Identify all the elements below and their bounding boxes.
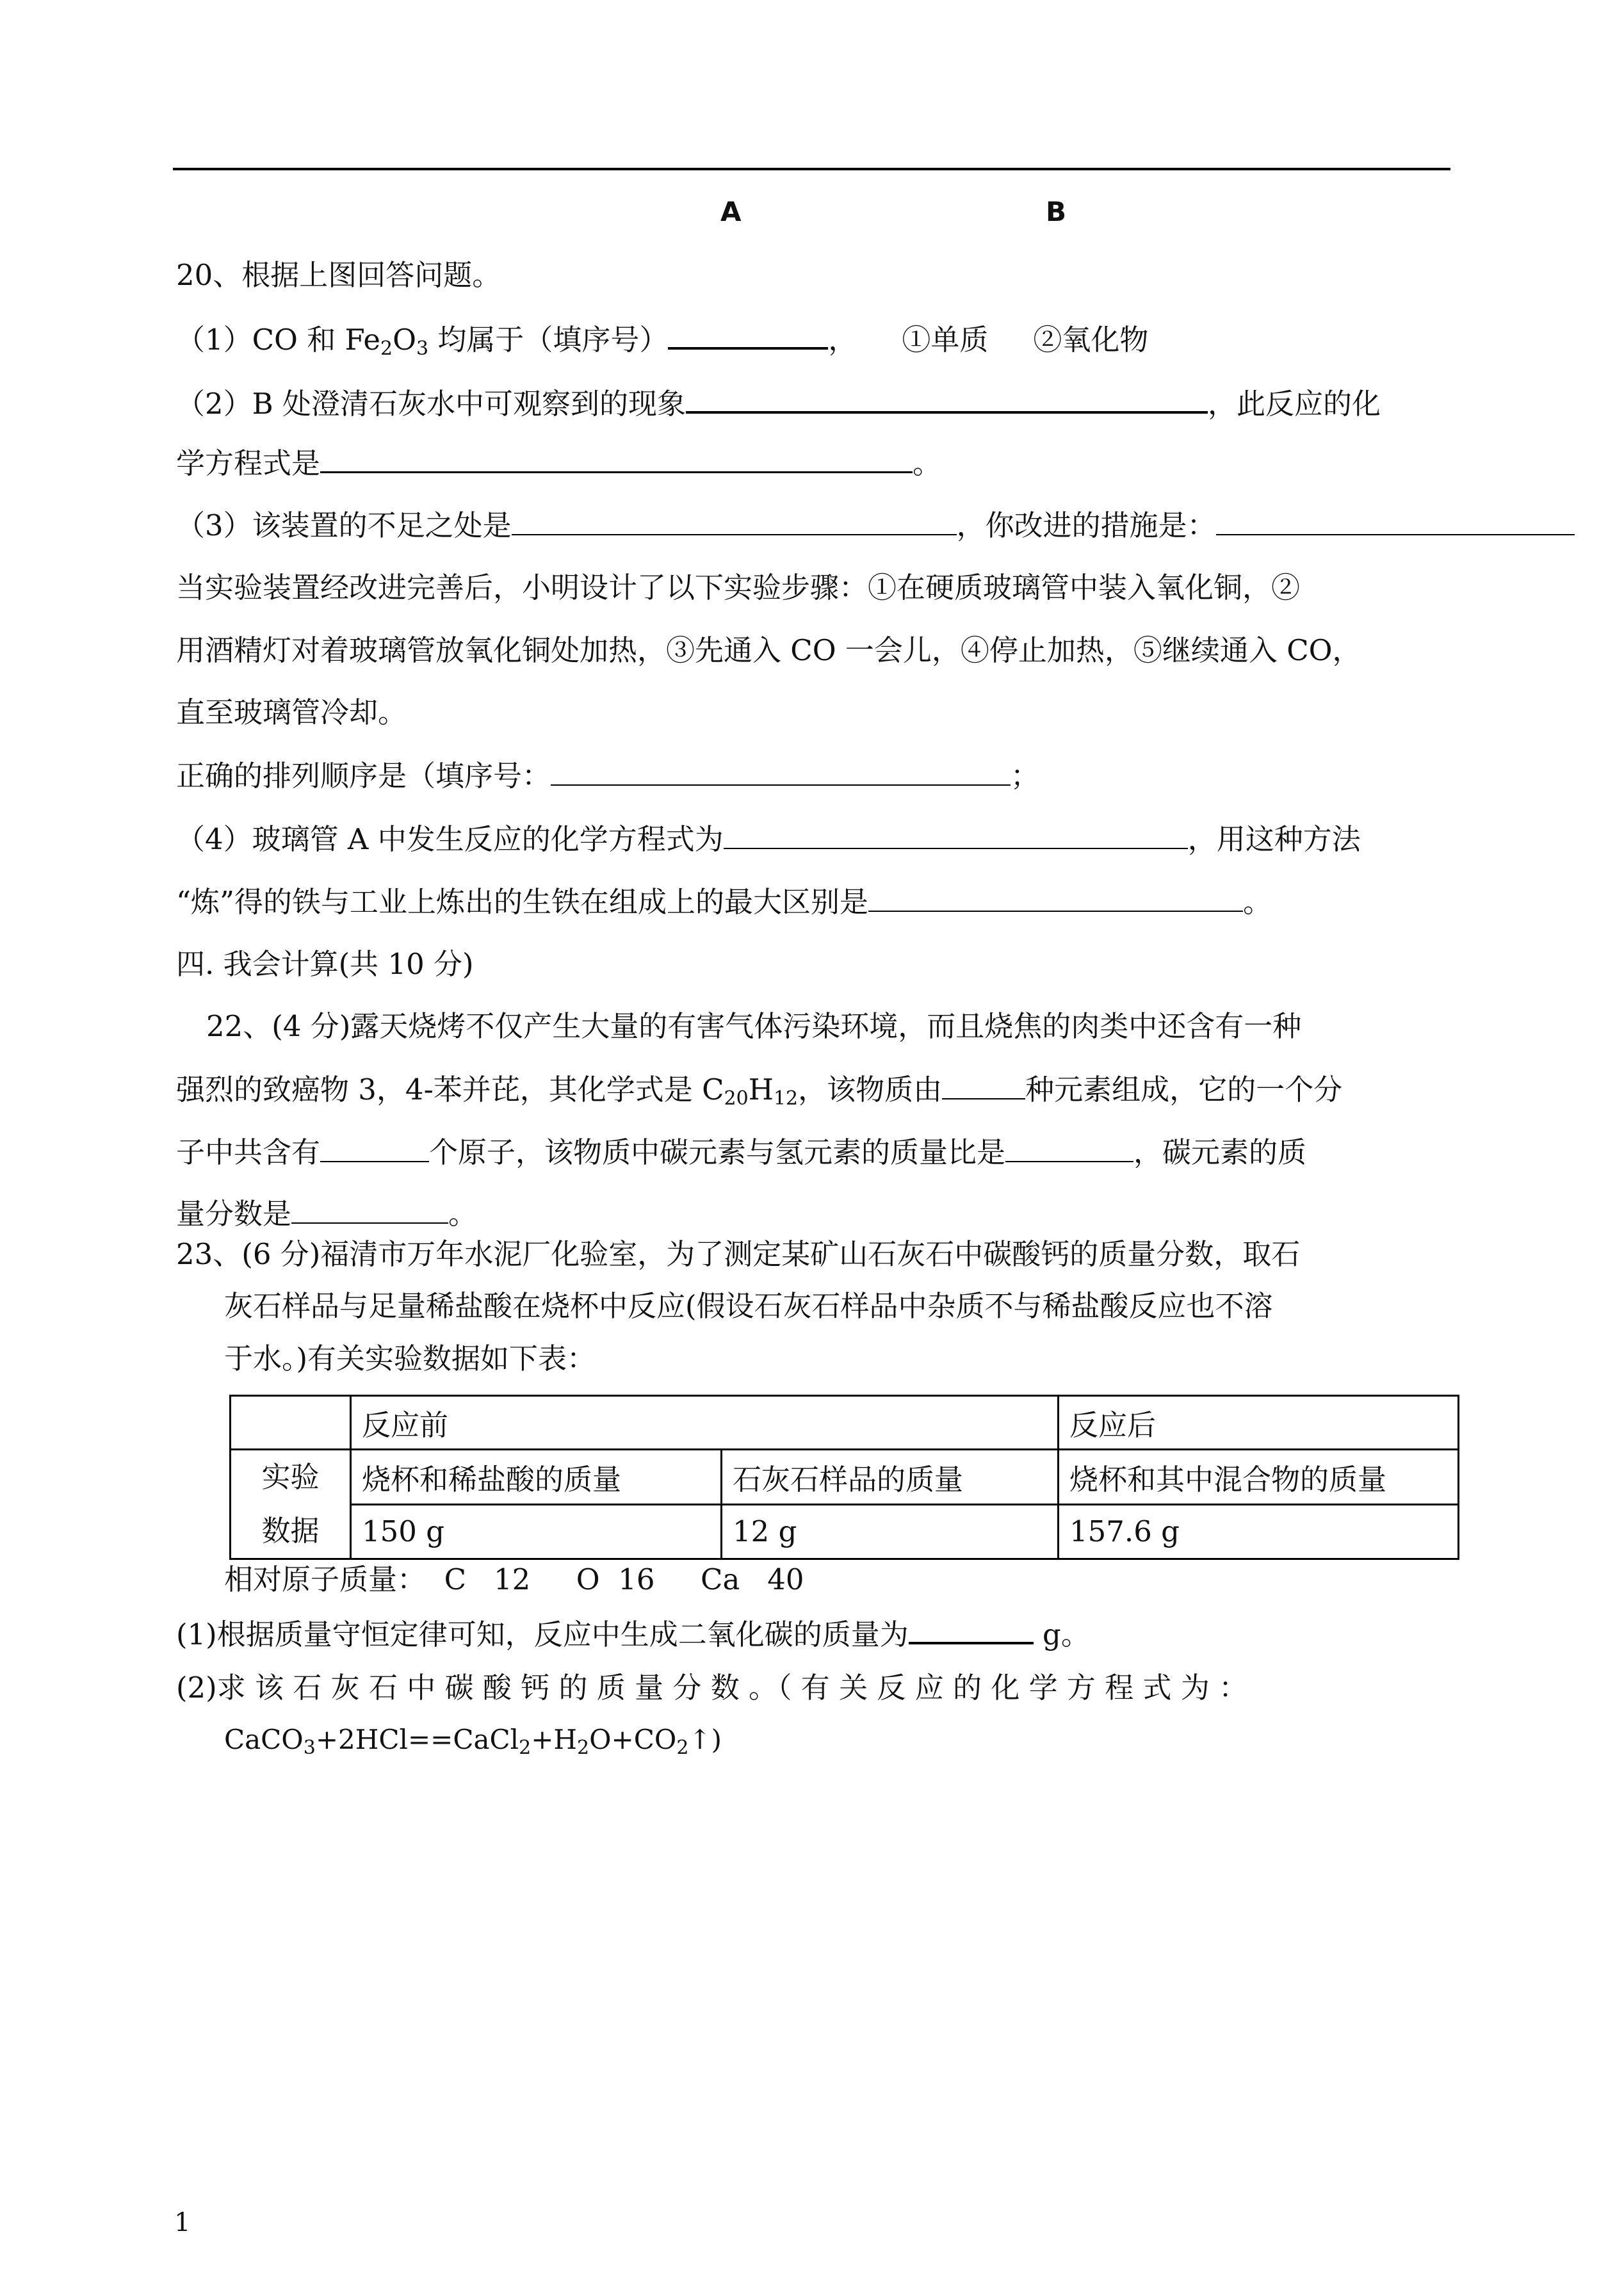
apparatus-label-b: B xyxy=(1046,196,1067,227)
q20-order-blank[interactable] xyxy=(551,756,1011,786)
apparatus-label-a: A xyxy=(720,196,742,227)
table-header-after: 反应后 xyxy=(1059,1396,1459,1450)
q23-line2: 灰石样品与足量稀盐酸在烧杯中反应(假设石灰石样品中杂质不与稀盐酸反应也不溶 xyxy=(224,1289,1273,1323)
q20-part4: （4）玻璃管 A 中发生反应的化学方程式为 ，用这种方法 xyxy=(176,820,1361,859)
q20-part3: （3）该装置的不足之处是 ，你改进的措施是： xyxy=(176,506,1575,545)
atomic-masses: 相对原子质量： C 12 O 16 Ca 40 xyxy=(224,1562,804,1596)
q22-line1: 22、(4 分)露天烧烤不仅产生大量的有害气体污染环境，而且烧焦的肉类中还含有一种 xyxy=(206,1009,1302,1043)
q23-line3: 于水。)有关实验数据如下表： xyxy=(224,1342,596,1375)
q20-part4-difference: “炼”得的铁与工业上炼出的生铁在组成上的最大区别是 。 xyxy=(176,882,1272,921)
q22-atoms-blank[interactable] xyxy=(320,1133,429,1162)
q22-mass-ratio-blank[interactable] xyxy=(1005,1133,1133,1162)
q20-order: 正确的排列顺序是（填序号： ； xyxy=(176,756,1039,795)
q23-sub1: (1)根据质量守恒定律可知，反应中生成二氧化碳的质量为 g。 xyxy=(176,1614,1090,1654)
table-value-beaker-acid: 150 g xyxy=(351,1504,722,1559)
q23-co2-mass-blank[interactable] xyxy=(909,1614,1034,1644)
reaction-equation: $CaCO_3+2HCl==CaCl_2+H_2O+CO_2↑$) xyxy=(224,1724,722,1759)
top-rule xyxy=(173,168,1450,170)
q20-part2: （2）B 处澄清石灰水中可观察到的现象 ，此反应的化 xyxy=(176,383,1381,423)
table-value-mixture: 157.6 g xyxy=(1059,1504,1459,1559)
table-col-beaker-acid: 烧杯和稀盐酸的质量 xyxy=(351,1450,722,1505)
page-number: 1 xyxy=(174,2208,191,2237)
table-row-label: 实验 数据 xyxy=(231,1450,351,1559)
q20-phenomenon-blank[interactable] xyxy=(686,383,1208,414)
table-col-mixture: 烧杯和其中混合物的质量 xyxy=(1059,1450,1459,1505)
q20-part2-equation: 学方程式是 。 xyxy=(176,443,941,483)
q20-part1: （1）CO 和 $Fe_2O_3$ 均属于（填序号） ， ①单质 ②氧化物 xyxy=(176,319,1148,368)
section-four-heading: 四. 我会计算(共 10 分) xyxy=(176,947,474,981)
q22-line4: 量分数是 。 xyxy=(176,1194,477,1233)
q20-difference-blank[interactable] xyxy=(868,882,1243,912)
table-col-sample: 石灰石样品的质量 xyxy=(722,1450,1059,1505)
table-value-sample: 12 g xyxy=(722,1504,1059,1559)
q22-line3: 子中共含有 个原子，该物质中碳元素与氢元素的质量比是 ，碳元素的质 xyxy=(176,1133,1306,1172)
q22-elements-blank[interactable] xyxy=(942,1070,1025,1099)
q20-part1-blank[interactable] xyxy=(668,319,828,350)
table-header-before: 反应前 xyxy=(351,1396,1059,1450)
q20-steps-line3: 直至玻璃管冷却。 xyxy=(176,695,407,729)
q23-line1: 23、(6 分)福清市万年水泥厂化验室，为了测定某矿山石灰石中碳酸钙的质量分数，取石 xyxy=(176,1237,1301,1271)
q20-title: 20、根据上图回答问题。 xyxy=(176,258,501,292)
q20-equation-blank[interactable] xyxy=(320,443,913,473)
q23-sub2: (2)求 该 石 灰 石 中 碳 酸 钙 的 质 量 分 数 。（ 有 关 反 应 的 化 学 方 程 式 为 ： xyxy=(176,1671,1248,1705)
q22-line2: 强烈的致癌物 3，4-苯并芘，其化学式是 $C_{20}H_{12}$，该物质由 种元素组成，它的一个分 xyxy=(176,1070,1342,1118)
table-corner-cell xyxy=(231,1396,351,1450)
q20-steps-line2: 用酒精灯对着玻璃管放氧化铜处加热，③先通入 CO 一会儿，④停止加热，⑤继续通入 CO， xyxy=(176,633,1361,667)
experiment-data-table xyxy=(229,1395,1459,1560)
q20-improvement-blank[interactable] xyxy=(1216,506,1575,535)
q22-fraction-blank[interactable] xyxy=(291,1194,448,1224)
q20-deficiency-blank[interactable] xyxy=(512,506,957,535)
q20-reaction-blank[interactable] xyxy=(724,820,1188,849)
up-arrow-icon: ↑ xyxy=(688,1724,711,1755)
q20-steps-line1: 当实验装置经改进完善后，小明设计了以下实验步骤：①在硬质玻璃管中装入氧化铜，② xyxy=(176,571,1301,604)
